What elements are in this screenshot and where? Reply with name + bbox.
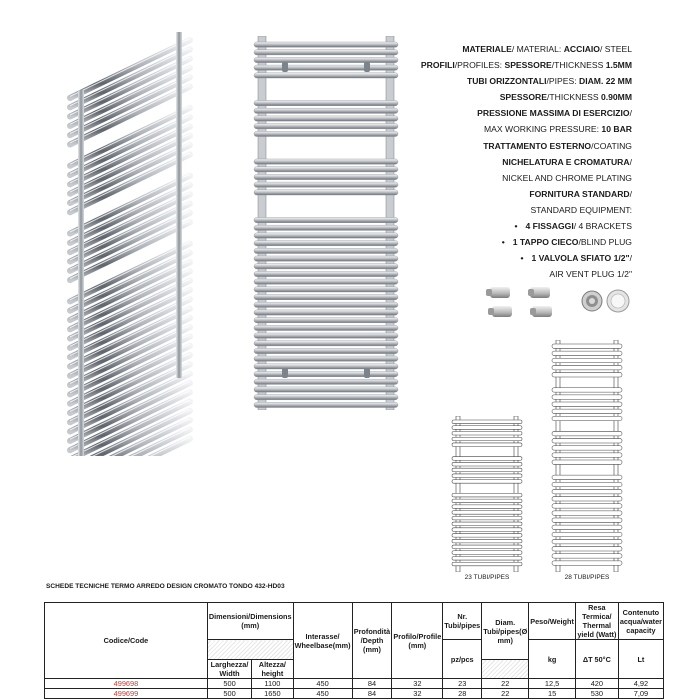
tube [254, 395, 398, 400]
cell-depth: 84 [352, 679, 392, 689]
header-tubes: Nr. Tubi/pipes [443, 603, 482, 640]
radiator-perspective-image [62, 28, 198, 456]
bullet-icon: • [514, 221, 518, 232]
header-code: Codice/Code [45, 603, 208, 679]
header-wheelbase: Interasse/ Wheelbase(mm) [293, 603, 352, 679]
drawing-23-label: 23 TUBI/PIPES [464, 574, 510, 581]
spec-text: MATERIALE [462, 44, 512, 54]
tube [254, 167, 398, 172]
drawing-tube [452, 557, 522, 561]
drawing-tube [552, 446, 622, 450]
tube [254, 364, 398, 369]
drawing-tube [552, 561, 622, 565]
drawing-tube [452, 474, 522, 478]
spec-line [410, 186, 632, 202]
cell-tubes: 28 [443, 689, 482, 699]
drawing-tube [552, 431, 622, 435]
bracket-set-icon [486, 287, 552, 317]
spec-line [410, 89, 632, 105]
bullet-icon: • [520, 253, 524, 264]
drawing-tube [452, 534, 522, 538]
drawing-tube [552, 365, 622, 369]
drawing-tube [452, 505, 522, 509]
spec-text: ACCIAIO [563, 44, 600, 54]
header-yield: Resa Termica/ Thermal yield (Watt) [577, 603, 617, 639]
drawing-tube [552, 344, 622, 348]
tube [254, 341, 398, 346]
spec-line [410, 138, 632, 154]
cell-diameter: 22 [482, 689, 529, 699]
drawing-tube [552, 489, 622, 493]
tube [254, 225, 398, 230]
spec-text: / [629, 156, 632, 167]
drawing-tube [552, 554, 622, 558]
bracket-icon [364, 368, 370, 378]
spec-text: AIR VENT PLUG 1/2" [549, 269, 632, 280]
tube [254, 379, 398, 384]
drawing-tube [552, 453, 622, 457]
drawing-tube [452, 499, 522, 503]
spec-text: NICKEL AND CHROME PLATING [502, 172, 632, 183]
air-vent-plug-icon [582, 291, 602, 311]
tube [254, 387, 398, 392]
header-weight-unit: kg [529, 640, 576, 679]
blind-plug-icon [607, 290, 629, 312]
drawing-tube [452, 437, 522, 441]
tube [254, 101, 398, 106]
tube [254, 333, 398, 338]
spec-text: TUBI ORIZZONTALI [466, 76, 547, 87]
cell-tubes: 23 [443, 679, 482, 689]
spec-line [410, 218, 632, 234]
cell-profile: 32 [392, 689, 443, 699]
drawing-tube [452, 539, 522, 543]
bracket-icon [282, 368, 288, 378]
drawing-tube [552, 525, 622, 529]
spec-text: STANDARD EQUIPMENT: [530, 204, 632, 215]
header-width: Larghezza/ Width [207, 660, 251, 679]
spec-line [410, 57, 632, 73]
drawing-23-tubes [448, 416, 526, 572]
drawing-tube [452, 457, 522, 461]
header-hatch [207, 640, 293, 660]
drawing-28-tubes [548, 340, 626, 572]
drawing-tube [552, 547, 622, 551]
bullet-icon: • [501, 237, 505, 248]
drawing-tube [552, 504, 622, 508]
table-caption: SCHEDE TECNICHE TERMO ARREDO DESIGN CROMATO TONDO 432-HD03 [46, 583, 285, 590]
spec-text: /PROFILES: [454, 60, 505, 71]
front-profile-right [386, 36, 394, 410]
header-yield-unit: ΔT 50°C [575, 640, 618, 679]
tube [254, 287, 398, 292]
drawing-tube [452, 462, 522, 466]
tube [254, 372, 398, 377]
bracket-icon [282, 62, 288, 72]
drawing-tube [452, 528, 522, 532]
spec-text: / [629, 188, 632, 199]
drawing-tube [452, 516, 522, 520]
spec-text: / MATERIAL: [511, 44, 564, 54]
spec-text: /BLIND PLUG [578, 237, 632, 248]
spec-text: / [629, 108, 632, 119]
spec-text: / STEEL [600, 44, 632, 54]
drawing-tube [552, 439, 622, 443]
spec-text: / 4 BRACKETS [573, 221, 632, 232]
tube [254, 348, 398, 353]
tube [254, 108, 398, 113]
tube [254, 131, 398, 136]
spec-text: 0.90MM [600, 92, 632, 103]
drawing-tube [552, 460, 622, 464]
spec-text: /COATING [591, 140, 632, 151]
cell-diameter: 22 [482, 679, 529, 689]
tube [254, 241, 398, 246]
side-profile-right [176, 32, 182, 378]
bracket-icon [364, 62, 370, 72]
drawing-tube [552, 475, 622, 479]
spec-text: DIAM. 22 MM [579, 76, 632, 87]
tube [254, 73, 398, 78]
drawing-tube [452, 493, 522, 497]
tube [254, 310, 398, 315]
cell-wheelbase: 450 [293, 679, 352, 689]
cell-weight: 12,5 [529, 679, 576, 689]
side-profile-left [78, 90, 84, 456]
drawing-tube [452, 468, 522, 472]
spec-line [410, 41, 632, 57]
tube [254, 182, 398, 187]
table-row [45, 679, 664, 689]
tube [254, 124, 398, 129]
tube [254, 264, 398, 269]
cell-depth: 84 [352, 689, 392, 699]
spec-text: FORNITURA STANDARD [529, 188, 630, 199]
header-hatch [482, 660, 529, 679]
front-profile-left [258, 36, 266, 410]
spec-text: /PIPES: [546, 76, 579, 87]
drawing-tube [552, 358, 622, 362]
cell-weight: 15 [529, 689, 576, 699]
tube [254, 116, 398, 121]
spec-text: MAX WORKING PRESSURE: [483, 124, 602, 135]
accessories-image [484, 284, 634, 324]
drawing-tube [452, 545, 522, 549]
tube [254, 256, 398, 261]
spec-line [410, 154, 632, 170]
spec-line [410, 234, 632, 250]
tube [254, 295, 398, 300]
tube [254, 302, 398, 307]
drawing-tube [552, 539, 622, 543]
spec-text: /THICKNESS [546, 92, 601, 103]
drawing-tube [452, 551, 522, 555]
drawing-tube [552, 402, 622, 406]
tube [254, 279, 398, 284]
cell-width: 500 [207, 679, 251, 689]
spec-line [410, 250, 632, 266]
spec-text: /THICKNESS [551, 60, 606, 71]
drawing-tube [452, 426, 522, 430]
cell-capacity: 4,92 [618, 679, 663, 689]
cell-profile: 32 [392, 679, 443, 689]
header-capacity-unit: Lt [618, 640, 663, 679]
spec-line [410, 202, 632, 218]
spec-text: NICHELATURA E CROMATURA [502, 156, 630, 167]
tube [254, 248, 398, 253]
tube [254, 174, 398, 179]
drawing-tube [552, 511, 622, 515]
tube [254, 325, 398, 330]
header-weight: Peso/Weight [529, 603, 576, 640]
table-row [45, 689, 664, 699]
drawing-tube [452, 562, 522, 566]
header-capacity: Contenuto acqua/water capacity [618, 603, 663, 640]
header-tubes-unit: pz/pcs [443, 640, 482, 679]
cell-code: 499698 [45, 679, 208, 689]
tube [254, 159, 398, 164]
header-diameter: Diam. Tubi/pipes(Ø mm) [482, 603, 529, 660]
tube [254, 402, 398, 407]
spec-text: SPESSORE [499, 92, 547, 103]
drawing-tube [452, 480, 522, 484]
drawing-tube [552, 373, 622, 377]
drawing-tube [552, 518, 622, 522]
spec-text: 10 BAR [601, 124, 632, 135]
tube [254, 50, 398, 55]
radiator-front-image [252, 36, 400, 410]
spec-text: 1 VALVOLA SFIATO 1/2" [531, 253, 630, 264]
tube [254, 65, 398, 70]
drawing-tube [552, 482, 622, 486]
spec-line [410, 266, 632, 282]
drawing-28-label: 28 TUBI/PIPES [564, 574, 610, 581]
tube [254, 356, 398, 361]
header-profile: Profilo/Profile (mm) [392, 603, 443, 679]
spec-text: / [629, 253, 632, 264]
cell-height: 1100 [252, 679, 293, 689]
drawing-tube [452, 511, 522, 515]
drawing-tube [552, 497, 622, 501]
tube [254, 190, 398, 195]
drawing-tube [452, 443, 522, 447]
drawing-tube [552, 388, 622, 392]
cell-code: 499699 [45, 689, 208, 699]
drawing-tube [552, 351, 622, 355]
drawing-tube [552, 409, 622, 413]
cell-wheelbase: 450 [293, 689, 352, 699]
tube [254, 271, 398, 276]
tube [254, 218, 398, 223]
technical-data-table [44, 602, 664, 699]
spec-text: PRESSIONE MASSIMA DI ESERCIZIO [477, 108, 630, 119]
spec-text: 4 FISSAGGI [525, 221, 574, 232]
drawing-tube [452, 522, 522, 526]
spec-line [410, 121, 632, 137]
spec-text: SPESSORE [504, 60, 552, 71]
spec-line [410, 170, 632, 186]
tube [254, 57, 398, 62]
cell-yield: 420 [575, 679, 618, 689]
cell-capacity: 7,09 [618, 689, 663, 699]
cell-height: 1650 [252, 689, 293, 699]
header-height: Altezza/ height [252, 660, 293, 679]
cell-yield: 530 [575, 689, 618, 699]
cell-width: 500 [207, 689, 251, 699]
spec-text: 1.5MM [605, 60, 632, 71]
tube [254, 318, 398, 323]
header-depth: Profondità /Depth (mm) [352, 603, 392, 679]
spec-line [410, 73, 632, 89]
drawing-tube [452, 420, 522, 424]
tube [254, 42, 398, 47]
spec-line [410, 105, 632, 121]
spec-text: 1 TAPPO CIECO [512, 237, 579, 248]
spec-text: TRATTAMENTO ESTERNO [483, 140, 592, 151]
tube [254, 233, 398, 238]
drawing-tube [452, 431, 522, 435]
drawing-tube [552, 395, 622, 399]
drawing-tube [552, 532, 622, 536]
spec-text: PROFILI [420, 60, 455, 71]
specification-list [410, 41, 632, 282]
header-dimensions: Dimensioni/Dimensions (mm) [207, 603, 293, 640]
drawing-tube [552, 416, 622, 420]
